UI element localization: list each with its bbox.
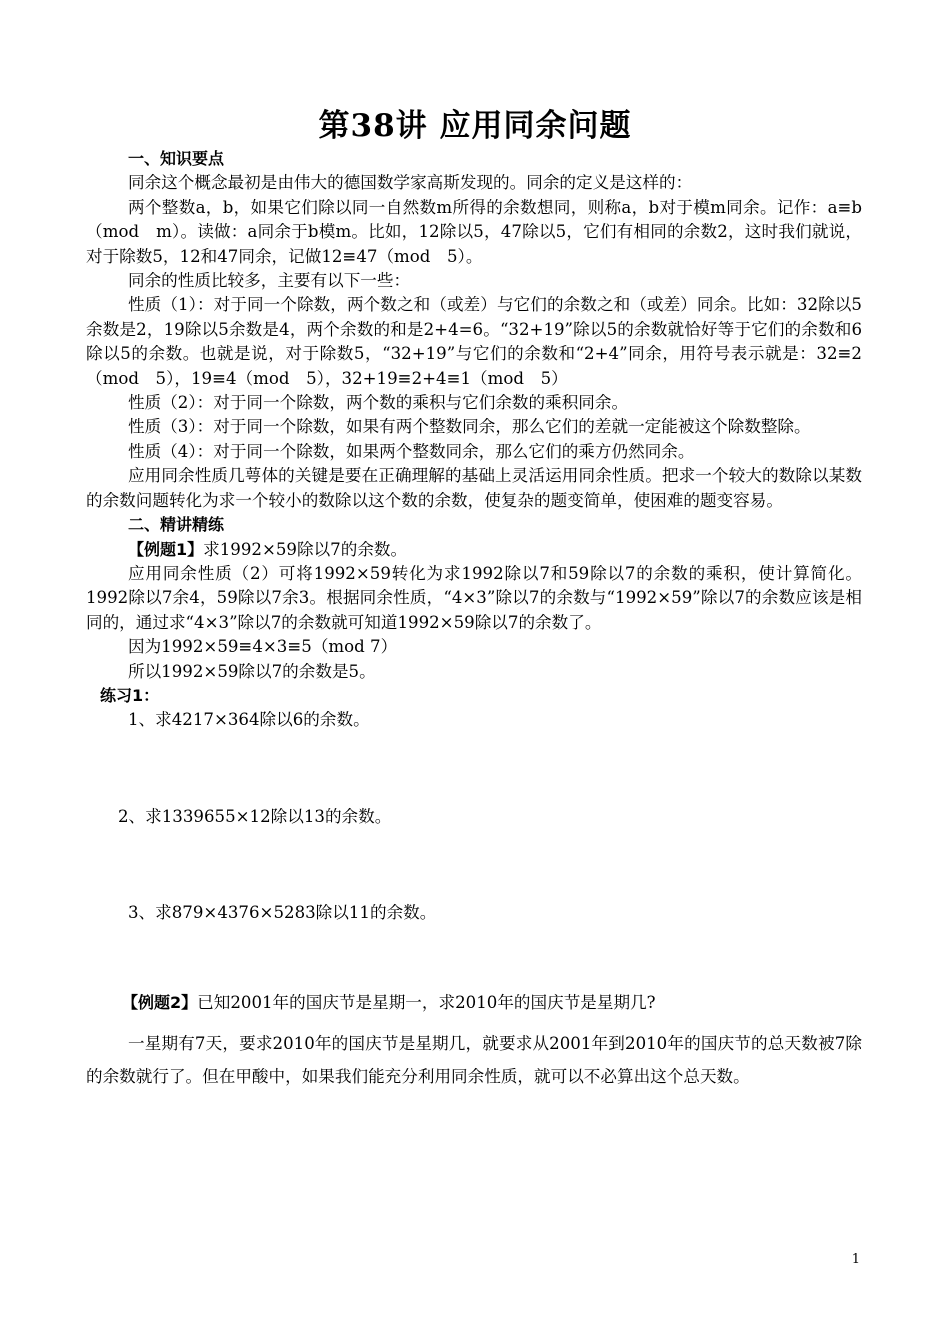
paragraph: 性质（1）：对于同一个除数，两个数之和（或差）与它们的余数之和（或差）同余。比如：32除以5余数是2，19除以5余数是4，两个余数的和是2+4=6。“32+19”除以5的余数就恰好等于它们的余数和6除以5的余数。也就是说，对于除数5，“32+19”与它们的余数和“2+4”同余，用符号表示就是：32≡2（mod 5），19≡4（mod 5），32+19≡2+4≡1（mod 5） <box>86 295 862 388</box>
practice-1-label: 练习1： <box>100 685 160 705</box>
paragraph: 性质（3）：对于同一个除数，如果有两个整数同余，那么它们的差就一定能被这个除数整除。 <box>128 417 811 437</box>
paragraph: 因为1992×59≡4×3≡5（mod 7） <box>128 637 398 657</box>
section-heading-practice: 二、精讲精练 <box>128 515 225 535</box>
example-2-question <box>86 986 862 1019</box>
example-2-label: 【例题2】 <box>122 992 198 1012</box>
paragraph: 所以1992×59除以7的余数是5。 <box>128 661 376 681</box>
page-title: 第38讲 应用同余问题 <box>318 108 632 144</box>
practice-item: 3、求879×4376×5283除以11的余数。 <box>128 903 437 923</box>
example-1-label: 【例题1】 <box>128 539 204 559</box>
practice-item: 2、求1339655×12除以13的余数。 <box>118 806 392 826</box>
example-1-text: 求1992×59除以7的余数。 <box>203 539 408 559</box>
paragraph: 同余这个概念最初是由伟大的德国数学家高斯发现的。同余的定义是这样的： <box>128 173 693 193</box>
document-body <box>86 147 862 1093</box>
paragraph: 应用同余性质（2）可将1992×59转化为求1992除以7和59除以7的余数的乘积，使计算简化。1992除以7余4，59除以7余3。根据同余性质，“4×3”除以7的余数与“1992×59”除以7的余数应该是相同的，通过求“4×3”除以7的余数就可知道1992×59除以7的余数了。 <box>86 563 862 632</box>
paragraph: 性质（2）：对于同一个除数，两个数的乘积与它们余数的乘积同余。 <box>128 393 629 413</box>
section-heading-knowledge: 一、知识要点 <box>128 149 225 168</box>
paragraph: 同余的性质比较多，主要有以下一些： <box>128 271 411 291</box>
example-1-question <box>86 538 862 562</box>
paragraph: 应用同余性质几萼体的关键是要在正确理解的基础上灵活运用同余性质。把求一个较大的数除以某数的余数问题转化为求一个较小的数除以这个数的余数，使复杂的题变简单，使困难的题变容易。 <box>86 466 862 510</box>
paragraph: 一星期有7天，要求2010年的国庆节是星期几，就要求从2001年到2010年的国庆节的总天数被7除的余数就行了。但在甲酸中，如果我们能充分利用同余性质，就可以不必算出这个总天数。 <box>86 1033 862 1086</box>
practice-item: 1、求4217×364除以6的余数。 <box>128 710 370 730</box>
page-number: 1 <box>851 1252 860 1267</box>
example-2-text: 已知2001年的国庆节是星期一，求2010年的国庆节是星期几? <box>197 992 656 1012</box>
paragraph: 两个整数a，b，如果它们除以同一自然数m所得的余数想同，则称a，b对于模m同余。记作：a≡b（mod m）。读做：a同余于b模m。比如，12除以5，47除以5，它们有相同的余数2，这时我们就说，对于除数5，12和47同余，记做12≡47（mod 5）。 <box>86 197 862 266</box>
paragraph: 性质（4）：对于同一个除数，如果两个整数同余，那么它们的乘方仍然同余。 <box>128 441 695 461</box>
